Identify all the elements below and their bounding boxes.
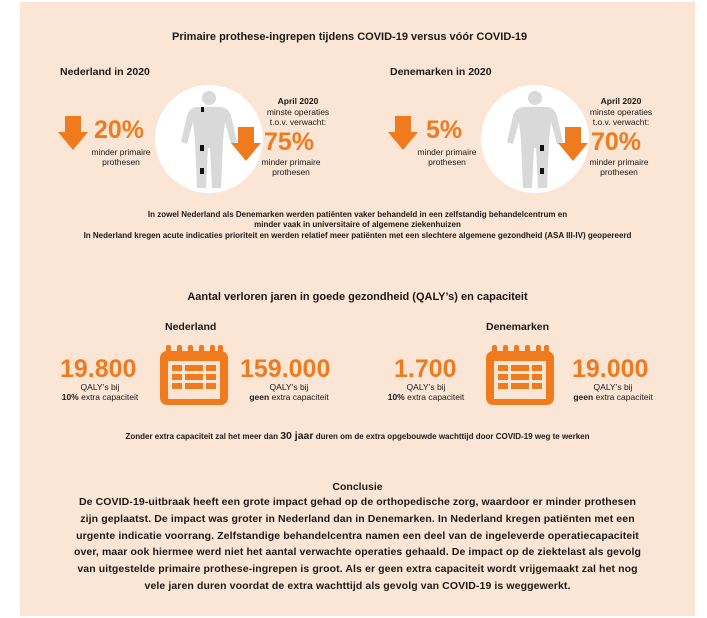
conclusion-line: vele jaren duren voordat de extra wachttijd als gevolg van COVID-19 is weggewerkt. bbox=[144, 579, 571, 592]
nl-april-pct: 75% bbox=[264, 128, 315, 156]
nl-heading: Nederland in 2020 bbox=[60, 66, 150, 78]
calendar-icon bbox=[484, 343, 556, 407]
qaly-label-line: geen extra capaciteit bbox=[573, 392, 653, 403]
conclusion-line: van uitgestelde primaire prothese-ingrepen is groot. Als er geen extra capaciteit wordt vrijgemaakt zal het nog bbox=[77, 563, 638, 576]
qaly-dk-heading: Denemarken bbox=[486, 321, 550, 333]
dk-reduction-value: 5% bbox=[426, 116, 463, 144]
wait-time-text bbox=[20, 430, 695, 442]
calendar-icon bbox=[158, 343, 230, 407]
conclusion-body bbox=[20, 494, 695, 595]
dk-april-pct: 70% bbox=[591, 128, 642, 156]
dk-heading: Denemarken in 2020 bbox=[390, 66, 492, 78]
dk-qaly-10pct-label bbox=[380, 382, 472, 402]
qaly-title: Aantal verloren jaren in goede gezondheid (QALY’s) en capaciteit bbox=[187, 291, 528, 303]
down-arrow-icon bbox=[558, 127, 588, 161]
nl-qaly-10pct-label bbox=[54, 382, 146, 402]
nl-reduction-value: 20% bbox=[94, 116, 145, 144]
qaly-label-line: QALY’s bij bbox=[80, 382, 120, 392]
qaly-label-line: QALY’s bij bbox=[269, 382, 309, 392]
note-line-1: In zowel Nederland als Denemarken werden patiënten vaker behandeld in een zelfstandig behandelcentrum en bbox=[147, 210, 568, 219]
nl-reduction-text: minder primaire prothesen bbox=[91, 147, 151, 168]
nl-april-text: minder primaire prothesen bbox=[261, 157, 321, 178]
conclusion-line: urgente indicatie voorrang. Zelfstandige behandelcentra namen een deel van de ingeleverde operatiecapaciteit bbox=[76, 529, 639, 542]
down-arrow-icon bbox=[388, 116, 418, 150]
qaly-label-line: geen extra capaciteit bbox=[249, 392, 329, 403]
conclusion-line: over, maar ook hiermee werd niet het aantal verwachte operaties gehaald. De impact op de ziektelast als gevolg bbox=[73, 546, 642, 559]
qaly-nl-heading: Nederland bbox=[165, 321, 217, 333]
infographic-title: Primaire prothese-ingrepen tijdens COVID-19 versus vóór COVID-19 bbox=[172, 31, 528, 43]
wait-text-post: duren om de extra opgebouwde wachttijd door COVID-19 weg te werken bbox=[313, 432, 590, 441]
qaly-label-line: QALY’s bij bbox=[406, 382, 446, 392]
dk-reduction-text: minder primaire prothesen bbox=[417, 147, 477, 168]
qaly-label-line: 10% extra capaciteit bbox=[387, 392, 465, 403]
dk-april-label: April 2020 bbox=[600, 96, 642, 106]
note-line-2: minder vaak in universitaire of algemene ziekenhuizen bbox=[254, 220, 461, 229]
nl-min-ops-text: minste operaties t.o.v. verwacht: bbox=[266, 107, 330, 128]
qaly-label-line: 10% extra capaciteit bbox=[61, 392, 139, 403]
wait-years: 30 jaar bbox=[280, 430, 314, 442]
dk-qaly-none-value: 19.000 bbox=[572, 355, 649, 383]
dk-qaly-none-label bbox=[562, 382, 664, 402]
note-line-3: In Nederland kregen acute indicaties prioriteit en werden relatief meer patiënten met een slechtere algemene gezondheid (ASA III-IV) geopereerd bbox=[83, 231, 632, 240]
dk-qaly-10pct-value: 1.700 bbox=[394, 355, 457, 383]
dk-min-ops-text: minste operaties t.o.v. verwacht: bbox=[589, 107, 653, 128]
qaly-label-line: QALY’s bij bbox=[593, 382, 633, 392]
nl-qaly-none-value: 159.000 bbox=[240, 355, 331, 383]
dk-april-text: minder primaire prothesen bbox=[589, 157, 649, 178]
nl-qaly-10pct-value: 19.800 bbox=[60, 355, 137, 383]
nl-qaly-none-label bbox=[238, 382, 340, 402]
down-arrow-icon bbox=[58, 116, 88, 150]
conclusion-line: zijn geplaatst. De impact was groter in Nederland dan in Denemarken. In Nederland kregen patiënten met een bbox=[80, 512, 635, 525]
conclusion-line: De COVID-19-uitbraak heeft een grote impact gehad op de orthopedische zorg, waardoor er minder prothesen bbox=[78, 496, 637, 508]
wait-text-pre: Zonder extra capaciteit zal het meer dan bbox=[125, 432, 281, 441]
down-arrow-icon bbox=[231, 127, 261, 161]
nl-april-label: April 2020 bbox=[277, 96, 319, 106]
conclusion-heading: Conclusie bbox=[332, 481, 383, 493]
